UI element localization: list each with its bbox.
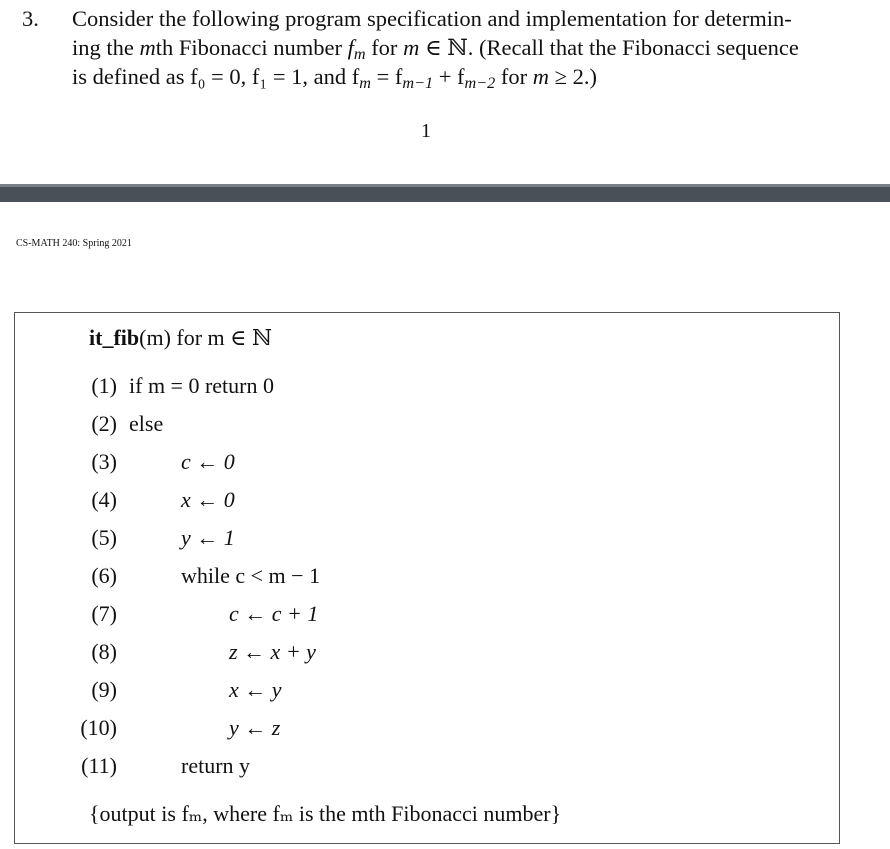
- problem-text-2e: ∈ ℕ. (Recall that the Fibonacci sequence: [419, 35, 799, 60]
- step-code: x ← y: [229, 677, 282, 702]
- step-code: else: [129, 411, 164, 436]
- problem-line-2: [22, 33, 872, 62]
- var-m-2: m: [403, 35, 420, 60]
- algorithm-title: [89, 325, 272, 351]
- algorithm-step: [15, 753, 835, 783]
- var-m: m: [139, 35, 156, 60]
- problem-text-1: Consider the following program specification and implementation for determin-: [72, 6, 792, 31]
- algorithm-step: [15, 487, 835, 517]
- step-code: if m = 0 return 0: [129, 373, 274, 398]
- algorithm-step: [15, 677, 835, 707]
- algorithm-step: [15, 411, 835, 441]
- problem-text-3d: for: [495, 64, 533, 89]
- problem-text-3b: = f: [370, 64, 403, 89]
- step-label: (2): [91, 411, 117, 436]
- step-code: while c < m − 1: [181, 563, 321, 588]
- var-m-3: m: [532, 64, 550, 89]
- sub-m: m: [353, 45, 366, 64]
- algorithm-box: [14, 312, 840, 844]
- algorithm-step: [15, 449, 835, 479]
- sub-m-3: m: [359, 74, 371, 93]
- step-label: (10): [80, 715, 117, 740]
- var-f: f: [347, 35, 354, 60]
- step-label: (5): [91, 525, 117, 550]
- course-header: CS-MATH 240: Spring 2021: [16, 238, 132, 249]
- problem-text-2b: th Fibonacci number: [155, 35, 348, 60]
- problem-text-3f: ≥ 2.): [549, 64, 597, 89]
- step-label: (3): [91, 449, 117, 474]
- step-label: (7): [91, 601, 117, 626]
- postcondition: {output is fₘ, where fₘ is the mth Fibonacci number}: [89, 801, 562, 826]
- step-label: (6): [91, 563, 117, 588]
- step-code: c ← 0: [181, 449, 235, 474]
- page-number: 1: [421, 120, 431, 142]
- step-label: (1): [91, 373, 117, 398]
- algorithm-signature: (m) for m ∈ ℕ: [139, 325, 273, 350]
- algorithm-step: [15, 563, 835, 593]
- step-label: (9): [91, 677, 117, 702]
- algorithm-step: [15, 639, 835, 669]
- algorithm-step: [15, 525, 835, 555]
- algorithm-step: [15, 373, 835, 403]
- page-divider: [0, 184, 890, 202]
- algorithm-step: [15, 601, 835, 631]
- step-code: return y: [181, 753, 251, 778]
- sub-m-minus-2: m−2: [464, 74, 496, 93]
- algorithm-name: it_fib: [89, 325, 140, 350]
- step-label: (11): [81, 753, 117, 778]
- step-code: z ← x + y: [229, 639, 316, 664]
- problem-statement: [22, 4, 872, 91]
- step-label: (4): [91, 487, 117, 512]
- step-code: y ← z: [229, 715, 281, 740]
- problem-line-3: [22, 62, 872, 91]
- step-label: (8): [91, 639, 117, 664]
- step-code: c ← c + 1: [229, 601, 319, 626]
- problem-text-3: is defined as f₀ = 0, f₁ = 1, and f: [72, 64, 360, 89]
- problem-text-2c: for: [365, 35, 404, 60]
- problem-number: 3.: [22, 6, 39, 31]
- step-code: y ← 1: [181, 525, 235, 550]
- step-code: x ← 0: [181, 487, 235, 512]
- problem-line-1: [22, 4, 872, 33]
- algorithm-step: [15, 715, 835, 745]
- problem-text-3c: + f: [433, 64, 465, 89]
- sub-m-minus-1: m−1: [402, 74, 434, 93]
- problem-text-2a: ing the: [72, 35, 140, 60]
